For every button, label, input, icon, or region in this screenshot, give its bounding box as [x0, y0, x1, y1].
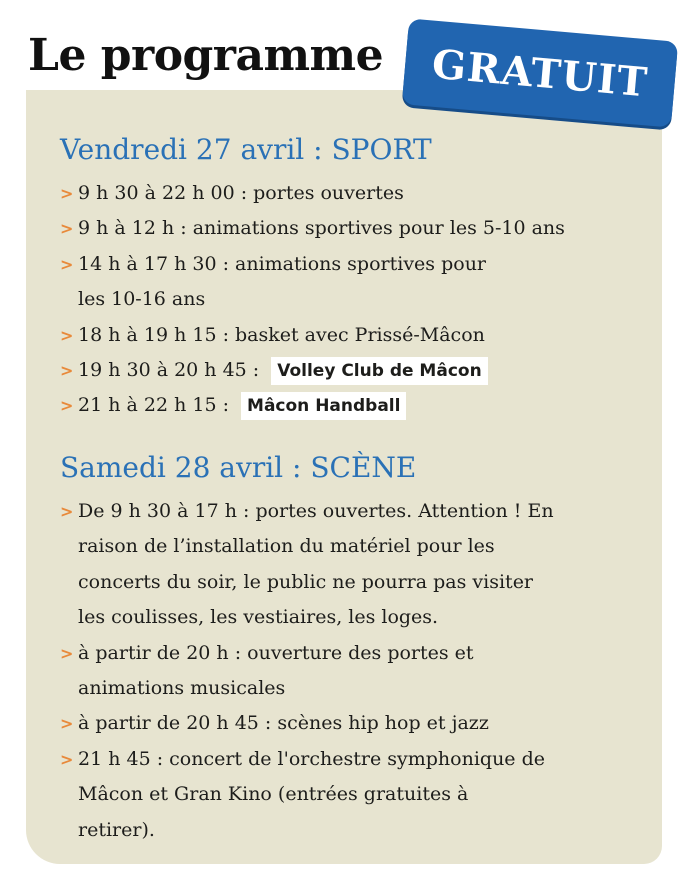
item-text: 9 h à 12 h : animations sportives pour les 5-10 ans	[78, 217, 565, 240]
item-line: animations musicales	[78, 677, 286, 700]
club-name-highlight: Volley Club de Mâcon	[271, 357, 487, 385]
friday-heading: Vendredi 27 avril : SPORT	[60, 133, 432, 166]
chevron-right-icon: >	[60, 714, 74, 734]
list-item	[60, 318, 650, 353]
item-line: raison de l’installation du matériel pour les	[78, 535, 495, 558]
item-line: concerts du soir, le public ne pourra pas visiter	[78, 570, 534, 593]
item-text: 21 h à 22 h 15 :	[78, 394, 229, 417]
chevron-right-icon: >	[60, 749, 74, 769]
list-item	[60, 353, 650, 388]
item-text: 14 h à 17 h 30 : animations sportives pour	[78, 252, 487, 275]
friday-list	[60, 176, 650, 424]
chevron-right-icon: >	[60, 643, 74, 663]
saturday-heading: Samedi 28 avril : SCÈNE	[60, 451, 417, 484]
chevron-right-icon: >	[60, 502, 74, 521]
chevron-right-icon: >	[60, 361, 74, 381]
club-name-highlight: Mâcon Handball	[241, 392, 406, 420]
list-item	[60, 211, 650, 246]
chevron-right-icon: >	[60, 184, 74, 203]
item-line: De 9 h 30 à 17 h : portes ouvertes. Attention ! En	[78, 500, 554, 522]
item-line: à partir de 20 h : ouverture des portes et	[78, 641, 474, 664]
chevron-right-icon: >	[60, 396, 74, 416]
item-text: 18 h à 19 h 15 : basket avec Prissé-Mâcon	[78, 323, 485, 346]
list-item	[60, 494, 650, 636]
saturday-list	[60, 494, 650, 848]
saturday-section	[60, 448, 650, 848]
chevron-right-icon: >	[60, 254, 74, 274]
chevron-right-icon: >	[60, 219, 74, 239]
item-line: à partir de 20 h 45 : scènes hip hop et jazz	[78, 712, 489, 735]
list-item	[60, 742, 650, 848]
friday-section	[60, 130, 650, 424]
list-item	[60, 706, 650, 741]
list-item	[60, 176, 650, 211]
page-title: Le programme	[28, 30, 384, 81]
item-line: 21 h 45 : concert de l'orchestre symphonique de	[78, 747, 545, 770]
item-line: Mâcon et Gran Kino (entrées gratuites à	[78, 783, 469, 806]
item-line: les coulisses, les vestiaires, les loges.	[78, 606, 439, 629]
list-item	[60, 636, 650, 707]
free-badge-label: GRATUIT	[430, 40, 650, 106]
list-item	[60, 247, 650, 318]
item-text: 19 h 30 à 20 h 45 :	[78, 359, 260, 382]
item-line: retirer).	[78, 818, 155, 841]
item-text-continuation: les 10-16 ans	[78, 288, 206, 311]
list-item	[60, 388, 650, 423]
chevron-right-icon: >	[60, 325, 74, 345]
item-text: 9 h 30 à 22 h 00 : portes ouvertes	[78, 182, 404, 204]
